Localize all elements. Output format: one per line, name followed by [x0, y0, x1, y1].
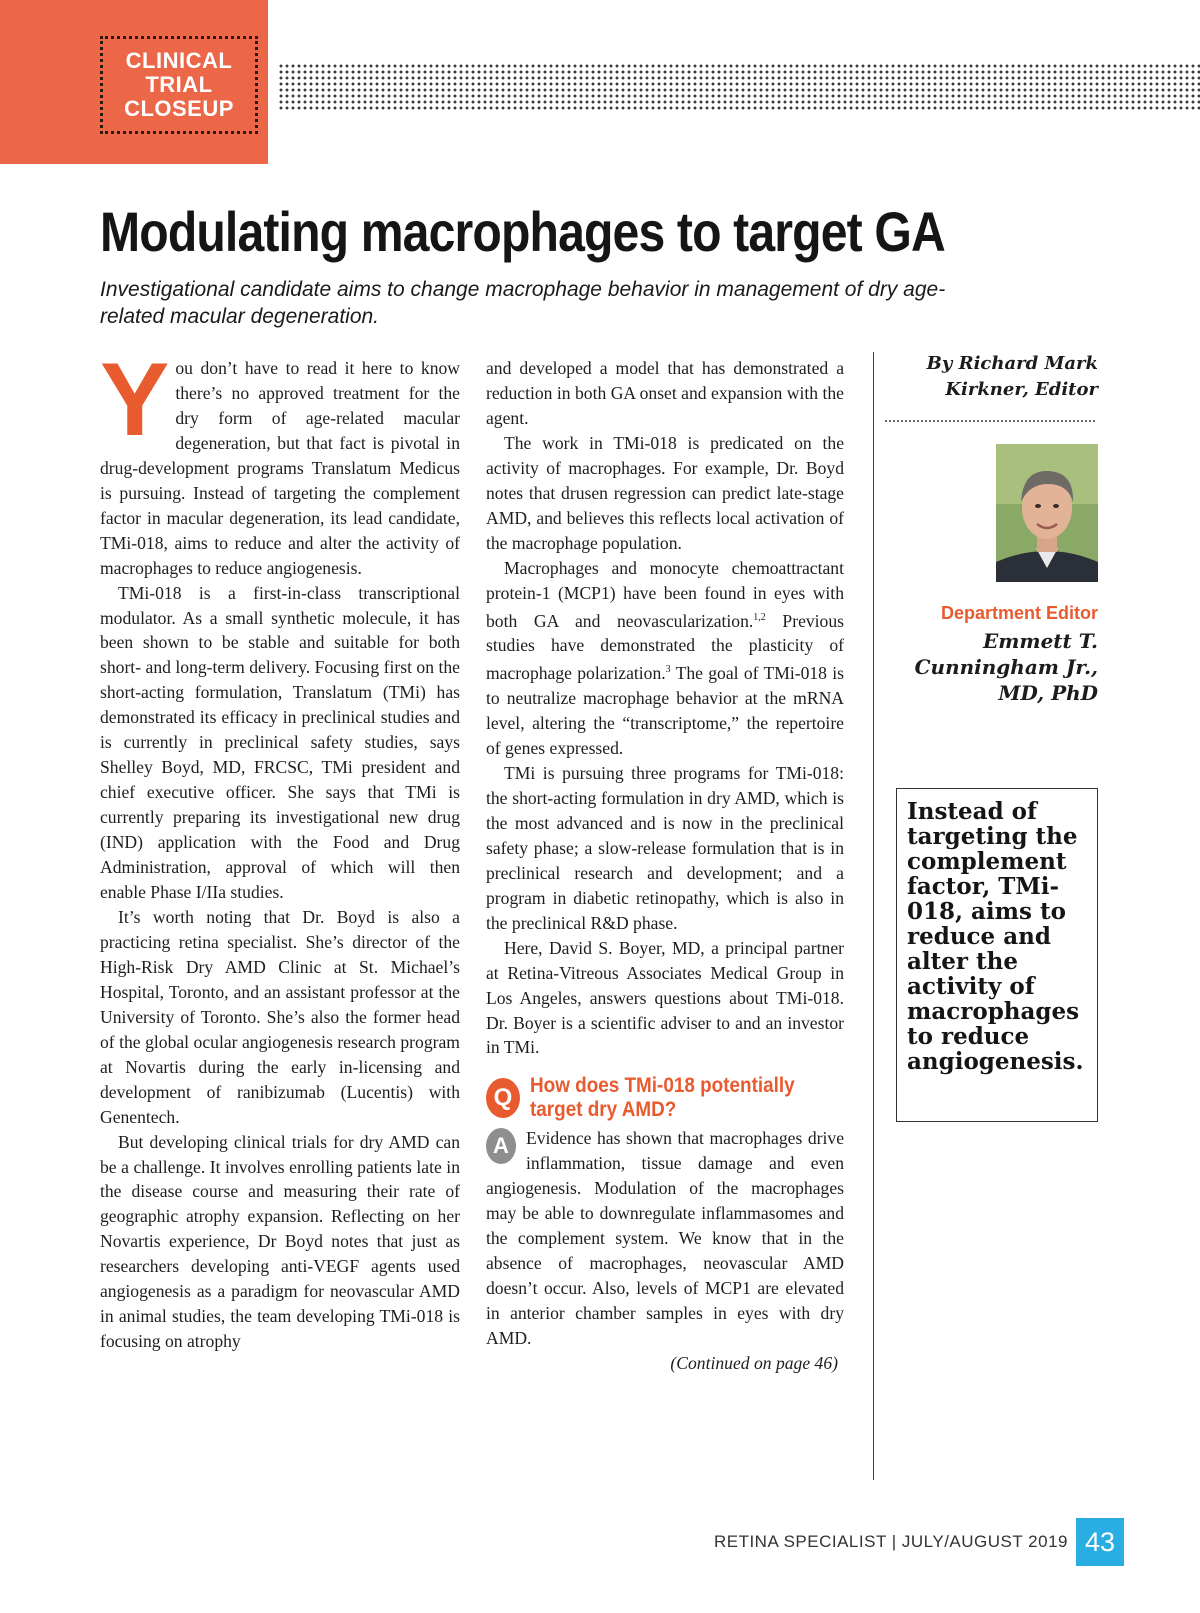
- citation-superscript: 3: [665, 664, 671, 676]
- paragraph: Here, David S. Boyer, MD, a principal partner at Retina-Vitreous Associates Medical Group in Los Angeles, answers questions about TMi-018. Dr. Boyer is a scientific adviser to and an investor in TMi.: [486, 937, 844, 1058]
- byline-line-2: Kirkner, Editor: [945, 379, 1098, 400]
- citation-superscript: 1,2: [753, 611, 766, 623]
- footer-publication: RETINA SPECIALIST | JULY/AUGUST 2019: [713, 1532, 1068, 1551]
- answer-paragraph: [486, 1126, 844, 1351]
- paragraph: [100, 342, 460, 581]
- article-column-1: [100, 342, 460, 1354]
- paragraph: and developed a model that has demonstrated a reduction in both GA onset and expansion with the agent.: [486, 358, 844, 428]
- department-editor-label: Department Editor: [940, 603, 1098, 623]
- editor-portrait-photo: [996, 444, 1098, 582]
- badge-line-3: CLOSEUP: [124, 96, 234, 121]
- paragraph-text: Macrophages and monocyte chemoattractant protein-1 (MCP1) have been found in eyes with both GA and neovascularization.: [486, 557, 844, 631]
- paragraph-text: Previous studies have demonstrated the plasticity of macrophage polarization.: [486, 610, 844, 684]
- paragraph: [486, 556, 844, 761]
- question-q-icon: Q: [486, 1078, 520, 1118]
- article-subtitle: Investigational candidate aims to change macrophage behavior in management of dry age-related macular degeneration.: [100, 278, 946, 328]
- section-badge-frame: [100, 36, 258, 134]
- paragraph: It’s worth noting that Dr. Boyd is also a practicing retina specialist. She’s director of the High-Risk Dry AMD Clinic at St. Michael’s Hospital, Toronto, and an assistant professor at the University of Toronto. She’s also the former head of the global ocular angiogenesis research program at Novartis during the early in-licensing and development of ranibizumab (Lucentis) with Genentech.: [100, 906, 460, 1127]
- portrait-illustration: [996, 444, 1098, 582]
- byline-line-1: By Richard Mark: [926, 353, 1098, 374]
- badge-line-1: CLINICAL: [125, 48, 233, 73]
- answer-a-icon: A: [486, 1128, 516, 1164]
- department-editor-name: [880, 628, 1098, 706]
- question-heading: How does TMi-018 potentially target dry AMD?: [530, 1074, 795, 1122]
- editor-name-line-1: Emmett T.: [983, 629, 1098, 653]
- paragraph: TMi-018 is a first-in-class transcriptional modulator. As a small synthetic molecule, it has been shown to be stable and suitable for both short- and long-term delivery. Focusing first on the short-acting formulation, Translatum (TMi) has demonstrated its efficacy in preclinical studies and is currently in preclinical safety studies, says Shelley Boyd, MD, FRCSC, TMi president and chief executive officer. She says that TMi is currently preparing its investigational new drug (IND) application with the Food and Drug Administration, approval of which will then enable Phase I/IIa studies.: [100, 582, 460, 903]
- editor-name-line-2: Cunningham Jr.,: [914, 655, 1098, 679]
- paragraph: TMi is pursuing three programs for TMi-018: the short-acting formulation in dry AMD, which is the most advanced and is now in the preclinical safety phase; a slow-release formulation that is in preclinical research and development; and a program in diabetic retinopathy, which is also in the preclinical R&D phase.: [486, 762, 844, 933]
- question-block: [486, 1074, 844, 1122]
- paragraph: But developing clinical trials for dry AMD can be a challenge. It involves enrolling patients late in the disease course and measuring their rate of geographic atrophy expansion. Reflecting on her Novartis experience, Dr Boyd notes that just as researchers developing anti-VEGF agents used angiogenesis as a paradigm for neovascular AMD in animal studies, the team developing TMi-018 is focusing on atrophy: [100, 1131, 460, 1352]
- badge-line-2: TRIAL: [145, 72, 213, 97]
- pull-quote: Instead of targeting the complement factor, TMi-018, aims to reduce and alter the activity of macrophages to reduce angiogenesis.: [896, 788, 1098, 1122]
- paragraph: The work in TMi-018 is predicated on the activity of macrophages. For example, Dr. Boyd notes that drusen regression can predict late-stage AMD, and believes this reflects local activation of the macrophage population.: [486, 432, 844, 553]
- byline: [880, 351, 1098, 403]
- article-title: Modulating macrophages to target GA: [100, 200, 945, 263]
- section-badge: [0, 0, 268, 164]
- paragraph-text: The goal of TMi-018 is to neutralize macrophage behavior at the mRNA level, altering the “transcriptome,” the repertoire of genes expressed.: [486, 663, 844, 759]
- dotted-divider: [884, 420, 1096, 422]
- editor-name-line-3: MD, PhD: [998, 681, 1098, 705]
- column-divider: [873, 352, 874, 1480]
- page-number: 43: [1076, 1518, 1124, 1566]
- answer-text: Evidence has shown that macrophages drive inflammation, tissue damage and even angiogenesis. Modulation of the macrophages may be able to downregulate inflammasomes and the complement system. We know that in the absence of macrophages, neovascular AMD doesn’t occur. Also, levels of MCP1 are elevated in anterior chamber samples in eyes with dry AMD.: [486, 1128, 844, 1349]
- continued-note: (Continued on page 46): [670, 1352, 838, 1373]
- dotted-header-band: [278, 63, 1200, 111]
- article-column-2: [486, 356, 844, 1376]
- paragraph-text: ou don’t have to read it here to know there’s no approved treatment for the dry form of age-related macular degeneration, but that fact is pivotal in drug-development programs Translatum Medicus is pursuing. Instead of targeting the complement factor in macular degeneration, its lead candidate, TMi-018, aims to reduce and alter the activity of macrophages to reduce angiogenesis.: [100, 358, 460, 578]
- drop-cap: Y: [100, 342, 170, 458]
